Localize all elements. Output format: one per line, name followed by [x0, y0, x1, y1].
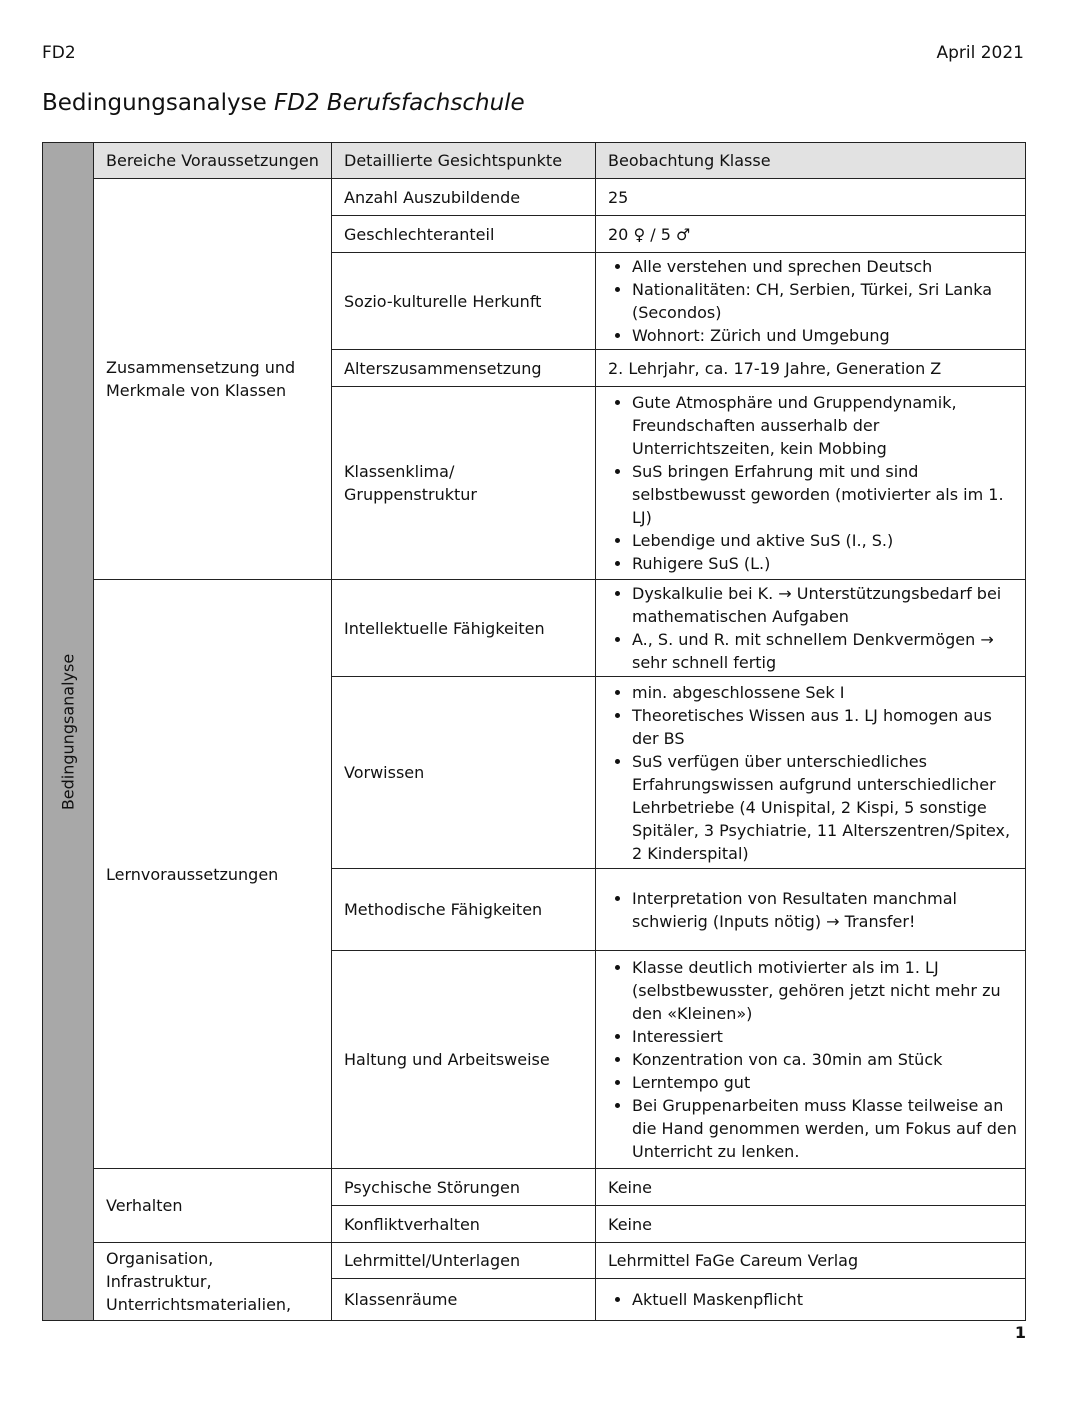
list-item: • Dyskalkulie bei K. → Unterstützungsbedarf bei mathematischen Aufgaben	[632, 582, 1019, 628]
observation-cell: Keine	[596, 1169, 1026, 1206]
side-label: Bedingungsanalyse	[58, 653, 78, 810]
column-header: Detaillierte Gesichtspunkte	[332, 143, 596, 179]
list-item: • Gute Atmosphäre und Gruppendynamik, Freundschaften ausserhalb der Unterrichtszeiten, kein Mobbing	[632, 391, 1019, 460]
list-item: • Aktuell Maskenpflicht	[632, 1288, 1019, 1311]
side-label-cell	[43, 143, 94, 1321]
table-row	[43, 179, 1026, 216]
table-row	[43, 1243, 1026, 1279]
bullet-list	[608, 681, 1019, 865]
list-item: • SuS bringen Erfahrung mit und sind selbstbewusst geworden (motivierter als im 1. LJ)	[632, 460, 1019, 529]
bullet-list	[608, 1288, 1019, 1311]
observation-cell: Keine	[596, 1206, 1026, 1243]
bullet-list	[608, 255, 1019, 347]
bullet-list	[608, 956, 1019, 1163]
list-item: • Konzentration von ca. 30min am Stück	[632, 1048, 1019, 1071]
list-item: • min. abgeschlossene Sek I	[632, 681, 1019, 704]
list-item: • Klasse deutlich motivierter als im 1. LJ (selbstbewusster, gehören jetzt nicht mehr zu den «Kleinen»)	[632, 956, 1019, 1025]
aspect-cell: Geschlechteranteil	[332, 216, 596, 253]
aspect-cell: Methodische Fähigkeiten	[332, 869, 596, 951]
title-sub: FD2 Berufsfachschule	[274, 90, 525, 116]
aspect-cell: Psychische Störungen	[332, 1169, 596, 1206]
aspect-cell: Haltung und Arbeitsweise	[332, 951, 596, 1169]
observation-cell	[596, 677, 1026, 869]
column-header: Beobachtung Klasse	[596, 143, 1026, 179]
page-title	[42, 90, 525, 116]
column-header: Bereiche Voraussetzungen	[94, 143, 332, 179]
aspect-cell: Alterszusammensetzung	[332, 350, 596, 387]
observation-cell	[596, 951, 1026, 1169]
page-number: 1	[1014, 1323, 1026, 1342]
bullet-list	[608, 391, 1019, 575]
aspect-cell: Sozio-kulturelle Herkunft	[332, 253, 596, 350]
aspect-cell: Klassenräume	[332, 1279, 596, 1321]
list-item: • Nationalitäten: CH, Serbien, Türkei, Sri Lanka (Secondos)	[632, 278, 1019, 324]
group-cell: Zusammensetzung und Merkmale von Klassen	[94, 179, 332, 580]
observation-cell: 2. Lehrjahr, ca. 17-19 Jahre, Generation Z	[596, 350, 1026, 387]
table-header-row	[43, 143, 1026, 179]
aspect-cell: Lehrmittel/Unterlagen	[332, 1243, 596, 1279]
list-item: • Interessiert	[632, 1025, 1019, 1048]
group-cell: Lernvoraussetzungen	[94, 580, 332, 1169]
aspect-cell: Klassenklima/ Gruppenstruktur	[332, 387, 596, 580]
table-row	[43, 580, 1026, 677]
list-item: • Theoretisches Wissen aus 1. LJ homogen aus der BS	[632, 704, 1019, 750]
analysis-table	[42, 142, 1026, 1321]
observation-cell: Lehrmittel FaGe Careum Verlag	[596, 1243, 1026, 1279]
table-row	[43, 1169, 1026, 1206]
aspect-cell: Vorwissen	[332, 677, 596, 869]
aspect-cell: Intellektuelle Fähigkeiten	[332, 580, 596, 677]
bullet-list	[608, 582, 1019, 674]
list-item: • Ruhigere SuS (L.)	[632, 552, 1019, 575]
list-item: • Lerntempo gut	[632, 1071, 1019, 1094]
group-cell: Verhalten	[94, 1169, 332, 1243]
aspect-cell: Konfliktverhalten	[332, 1206, 596, 1243]
observation-cell	[596, 869, 1026, 951]
list-item: • SuS verfügen über unterschiedliches Erfahrungswissen aufgrund unterschiedlicher Lehrbetriebe (4 Unispital, 2 Kispi, 5 sonstige Spitäler, 3 Psychiatrie, 11 Alterszentren/Spitex, 2 Kinderspital)	[632, 750, 1019, 865]
list-item: • Wohnort: Zürich und Umgebung	[632, 324, 1019, 347]
observation-cell: 25	[596, 179, 1026, 216]
observation-cell: 20 ♀ / 5 ♂	[596, 216, 1026, 253]
list-item: • Bei Gruppenarbeiten muss Klasse teilweise an die Hand genommen werden, um Fokus auf den Unterricht zu lenken.	[632, 1094, 1019, 1163]
bullet-list	[608, 887, 1019, 933]
list-item: • Lebendige und aktive SuS (I., S.)	[632, 529, 1019, 552]
list-item: • A., S. und R. mit schnellem Denkvermögen → sehr schnell fertig	[632, 628, 1019, 674]
observation-cell	[596, 580, 1026, 677]
aspect-cell: Anzahl Auszubildende	[332, 179, 596, 216]
header-date: April 2021	[936, 43, 1024, 63]
header-course: FD2	[42, 43, 76, 63]
list-item: • Interpretation von Resultaten manchmal schwierig (Inputs nötig) → Transfer!	[632, 887, 1019, 933]
group-cell: Organisation, Infrastruktur, Unterrichtsmaterialien,	[94, 1243, 332, 1321]
observation-cell	[596, 253, 1026, 350]
observation-cell	[596, 387, 1026, 580]
title-main: Bedingungsanalyse	[42, 90, 267, 116]
list-item: • Alle verstehen und sprechen Deutsch	[632, 255, 1019, 278]
observation-cell	[596, 1279, 1026, 1321]
